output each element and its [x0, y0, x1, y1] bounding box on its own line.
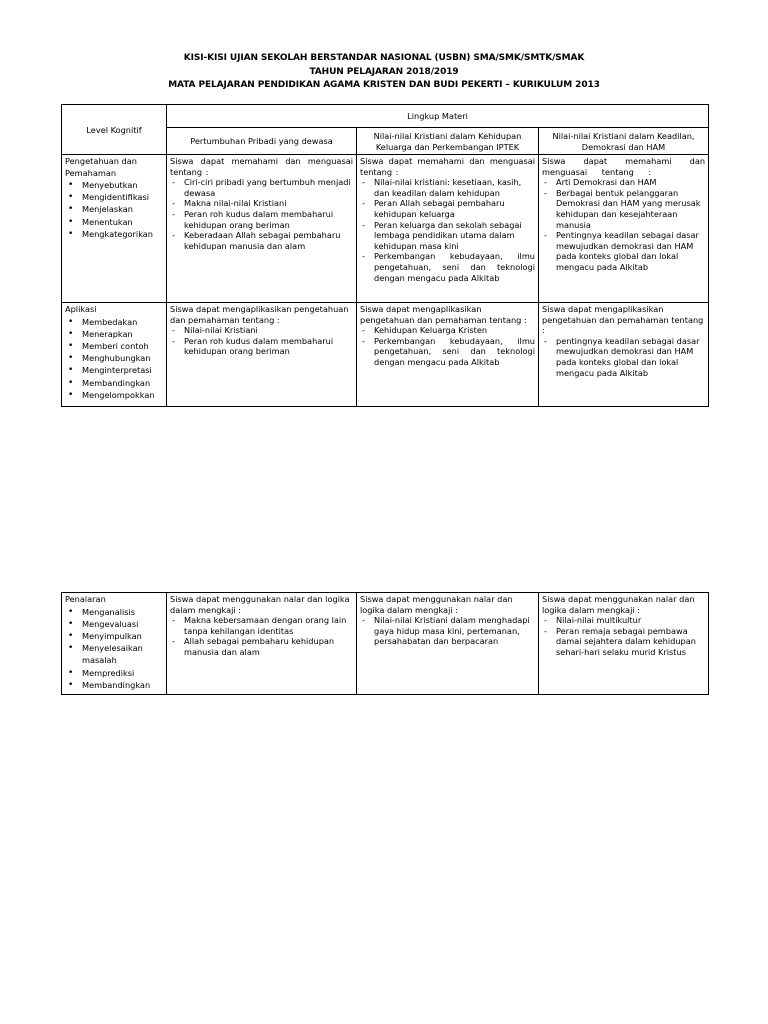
dash-list [542, 177, 705, 272]
level-kognitif-header: Level Kognitif [62, 105, 167, 155]
list-item: • Menghubungkan [65, 352, 163, 364]
kisi-kisi-table-2 [61, 592, 709, 695]
dash-list [360, 325, 535, 367]
list-item: - Kehidupan Keluarga Kristen [360, 325, 535, 336]
list-item: • Memprediksi [65, 667, 163, 679]
level-list [65, 179, 163, 240]
header-subject: MATA PELAJARAN PENDIDIKAN AGAMA KRISTEN DAN BUDI PEKERTI – KURIKULUM 2013 [168, 80, 600, 90]
list-item: - Berbagai bentuk pelanggaran Demokrasi dan HAM yang merusak kehidupan dan kesejahteraan manusia [542, 188, 705, 230]
list-item: - Nilai-nilai Kristiani [170, 325, 353, 336]
list-item: • Mengidentifikasi [65, 191, 163, 203]
cell-row1-col2 [357, 155, 539, 303]
list-item: - Peran remaja sebagai pembawa damai sejahtera dalam kehidupan sehari-hari selaku murid Kristus [542, 626, 705, 658]
list-item: • Menyebutkan [65, 179, 163, 191]
dash-list [542, 336, 705, 378]
cell-intro: Siswa dapat memahami dan menguasai tentang : [360, 156, 535, 177]
list-item: - Perkembangan kebudayaan, ilmu pengetahuan, seni dan teknologi dengan mengacu pada Alkitab [360, 336, 535, 368]
dash-list [360, 177, 535, 283]
col1-header: Pertumbuhan Pribadi yang dewasa [167, 128, 357, 155]
list-item: - Ciri-ciri pribadi yang bertumbuh menjadi dewasa [170, 177, 353, 198]
list-item: • Membedakan [65, 316, 163, 328]
list-item: • Menentukan [65, 216, 163, 228]
kisi-kisi-table-1 [61, 104, 709, 407]
list-item: • Membandingkan [65, 679, 163, 691]
document-header [0, 52, 768, 93]
header-year: TAHUN PELAJARAN 2018/2019 [309, 66, 459, 77]
list-item: - Peran keluarga dan sekolah sebagai lembaga pendidikan utama dalam kehidupan masa kini [360, 220, 535, 252]
cell-intro: Siswa dapat memahami dan menguasai tentang : [542, 156, 706, 177]
level-cell-pengetahuan [62, 155, 167, 303]
table-row [62, 593, 709, 695]
level-cell-penalaran [62, 593, 167, 695]
dash-list [170, 177, 353, 251]
list-item: - Pentingnya keadilan sebagai dasar mewujudkan demokrasi dan HAM pada konteks global dan lokal mengacu pada Alkitab [542, 230, 705, 272]
header-title: KISI-KISI UJIAN SEKOLAH BERSTANDAR NASIONAL (USBN) SMA/SMK/SMTK/SMAK [183, 53, 585, 63]
level-cell-aplikasi [62, 303, 167, 407]
table-row [62, 303, 709, 407]
list-item: - Arti Demokrasi dan HAM [542, 177, 705, 188]
cell-intro: Siswa dapat menggunakan nalar dan logika dalam mengkaji : [542, 594, 695, 615]
dash-list [170, 325, 353, 357]
list-item: • Menyelesaikan masalah [65, 642, 163, 666]
cell-row2-col2 [357, 303, 539, 407]
list-item: • Mengkategorikan [65, 228, 163, 240]
cell-row3-col3 [539, 593, 709, 695]
cell-intro: Siswa dapat menggunakan nalar dan logika dalam mengkaji : [360, 594, 513, 615]
level-list [65, 316, 163, 401]
cell-intro: Siswa dapat menggunakan nalar dan logika dalam mengkaji : [170, 594, 350, 615]
list-item: • Mengevaluasi [65, 618, 163, 630]
col3-header: Nilai-nilai Kristiani dalam Keadilan, Demokrasi dan HAM [539, 128, 709, 155]
lingkup-materi-header: Lingkup Materi [167, 105, 709, 128]
level-list [65, 606, 163, 691]
list-item: - Keberadaan Allah sebagai pembaharu kehidupan manusia dan alam [170, 230, 353, 251]
level-title: Aplikasi [65, 304, 97, 314]
list-item: - Peran roh kudus dalam membaharui kehidupan orang beriman [170, 336, 353, 357]
cell-intro: Siswa dapat mengaplikasikan pengetahuan dan pemahaman tentang : [170, 304, 349, 325]
list-item: • Menerapkan [65, 328, 163, 340]
list-item: • Menginterpretasi [65, 364, 163, 376]
list-item: • Mengelompokkan [65, 389, 163, 401]
list-item: - Nilai-nilai multikultur [542, 615, 705, 626]
dash-list [542, 615, 705, 657]
cell-row3-col1 [167, 593, 357, 695]
list-item: - Peran Allah sebagai pembaharu kehidupan keluarga [360, 198, 535, 219]
list-item: - pentingnya keadilan sebagai dasar mewujudkan demokrasi dan HAM pada konteks global dan lokal mengacu pada Alkitab [542, 336, 705, 378]
list-item: • Menjelaskan [65, 203, 163, 215]
table-row [62, 155, 709, 303]
level-title: Pengetahuan dan Pemahaman [65, 156, 137, 178]
cell-intro: Siswa dapat memahami dan menguasai tentang : [170, 156, 353, 177]
list-item: • Menyimpulkan [65, 630, 163, 642]
cell-intro: Siswa dapat mengaplikasikan pengetahuan dan pemahaman tentang : [542, 304, 704, 336]
list-item: - Perkembangan kebudayaan, ilmu pengetahuan, seni dan teknologi dengan mengacu pada Alkitab [360, 251, 535, 283]
level-title: Penalaran [65, 594, 106, 604]
cell-row2-col3 [539, 303, 709, 407]
cell-row2-col1 [167, 303, 357, 407]
cell-row1-col1 [167, 155, 357, 303]
list-item: • Memberi contoh [65, 340, 163, 352]
col2-header: Nilai-nilai Kristiani dalam Kehidupan Keluarga dan Perkembangan IPTEK [357, 128, 539, 155]
cell-row3-col2 [357, 593, 539, 695]
list-item: • Membandingkan [65, 377, 163, 389]
dash-list [360, 615, 535, 647]
list-item: - Makna kebersamaan dengan orang lain tanpa kehilangan identitas [170, 615, 353, 636]
cell-row1-col3 [539, 155, 709, 303]
list-item: - Peran roh kudus dalam membaharui kehidupan orang beriman [170, 209, 353, 230]
list-item: - Allah sebagai pembaharu kehidupan manusia dan alam [170, 636, 353, 657]
list-item: - Nilai-nilai kristiani: kesetiaan, kasih, dan keadilan dalam kehidupan [360, 177, 535, 198]
list-item: - Makna nilai-nilai Kristiani [170, 198, 353, 209]
cell-intro: Siswa dapat mengaplikasikan pengetahuan dan pemahaman tentang : [360, 304, 527, 325]
list-item: • Menganalisis [65, 606, 163, 618]
list-item: - Nilai-nilai Kristiani dalam menghadapi gaya hidup masa kini, pertemanan, persahabatan dan berpacaran [360, 615, 535, 647]
dash-list [170, 615, 353, 657]
